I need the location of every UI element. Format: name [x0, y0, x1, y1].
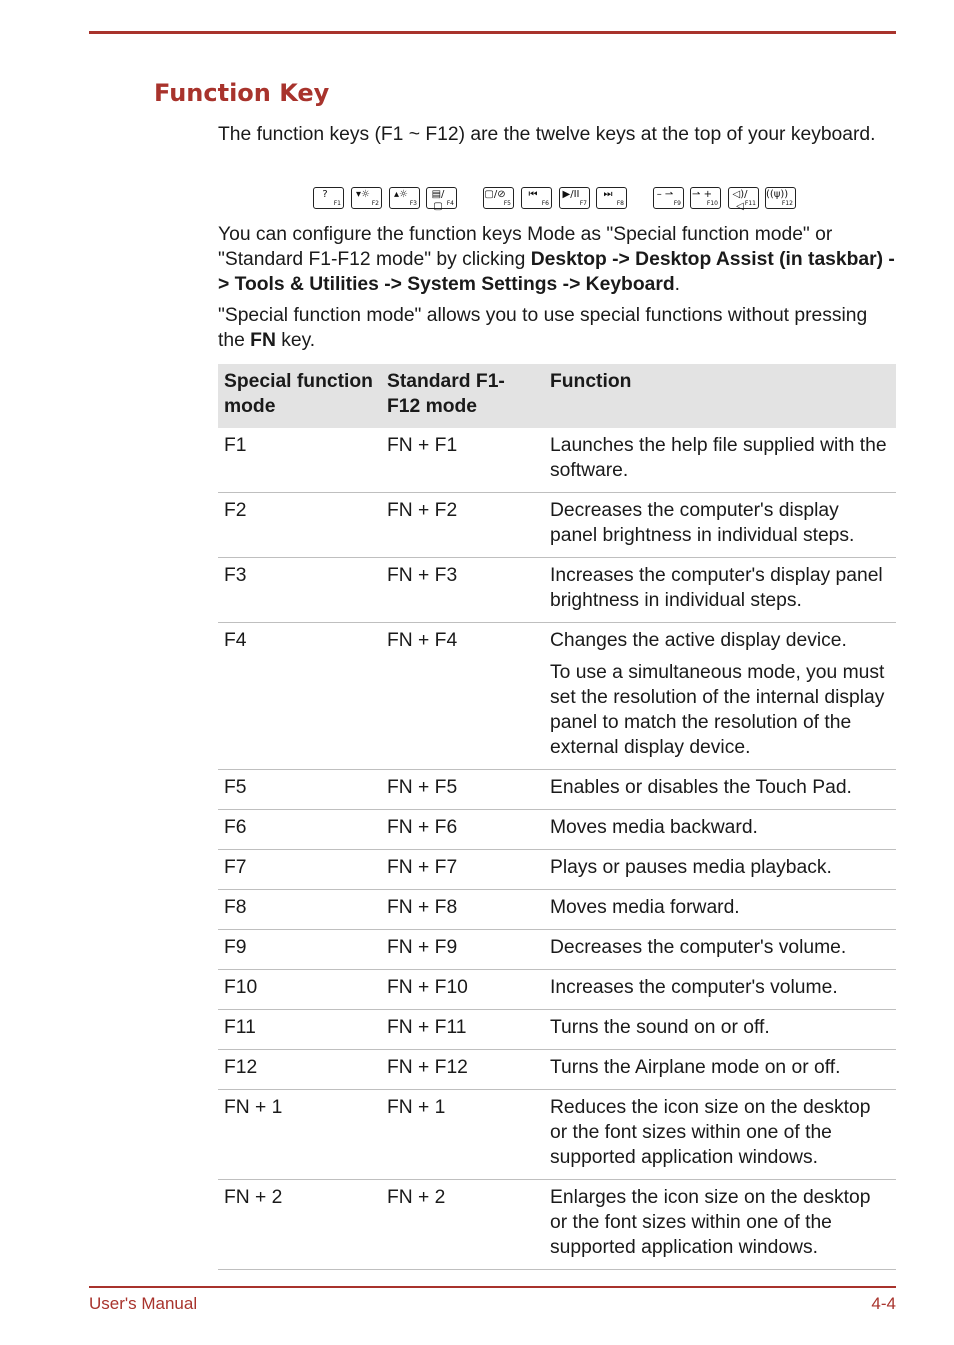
function-cell	[544, 1010, 896, 1050]
mute-icon: ◁)/◁	[732, 189, 748, 212]
standard-mode-cell: FN + F8	[381, 890, 544, 930]
standard-mode-cell: FN + F6	[381, 810, 544, 850]
function-description: To use a simultaneous mode, you must set the resolution of the internal display panel to match the resolution of the external display device.	[550, 662, 885, 758]
play-pause-icon: ▶/II	[562, 189, 580, 200]
function-description: Decreases the computer's display panel brightness in individual steps.	[550, 500, 855, 546]
function-cell	[544, 558, 896, 623]
touchpad-icon: ▢/⊘	[484, 189, 506, 200]
special-mode-cell: F3	[218, 558, 381, 623]
function-description: Launches the help file supplied with the software.	[550, 435, 887, 481]
special-mode-cell: F7	[218, 850, 381, 890]
special-mode-cell: F4	[218, 623, 381, 770]
standard-mode-cell: FN + F9	[381, 930, 544, 970]
function-description: Turns the Airplane mode on or off.	[550, 1057, 841, 1078]
function-description: Plays or pauses media playback.	[550, 857, 832, 878]
special-mode-cell: F6	[218, 810, 381, 850]
standard-mode-cell: FN + F5	[381, 770, 544, 810]
standard-mode-cell: FN + F1	[381, 428, 544, 493]
header-standard: Standard F1-F12 mode	[381, 364, 544, 428]
special-mode-cell: F5	[218, 770, 381, 810]
standard-mode-cell: FN + 1	[381, 1090, 544, 1180]
table-row	[218, 493, 896, 558]
special-mode-cell: F1	[218, 428, 381, 493]
help-icon: ?	[322, 189, 328, 200]
volume-up-icon: ⇀ +	[692, 189, 712, 200]
key-f2	[351, 187, 382, 209]
special-mode-cell: F11	[218, 1010, 381, 1050]
special-mode-cell: F10	[218, 970, 381, 1010]
table-row	[218, 558, 896, 623]
key-f4	[426, 187, 457, 212]
function-cell	[544, 890, 896, 930]
function-cell	[544, 1050, 896, 1090]
key-f10	[690, 187, 721, 209]
key-f3	[389, 187, 420, 209]
function-cell	[544, 770, 896, 810]
key-f5	[483, 187, 514, 209]
special-mode-paragraph	[218, 303, 898, 353]
previous-track-icon: ⏮	[528, 189, 538, 200]
table-row	[218, 770, 896, 810]
special-mode-cell: F8	[218, 890, 381, 930]
special-mode-cell: FN + 2	[218, 1180, 381, 1270]
key-label: F5	[503, 200, 511, 207]
function-description: Decreases the computer's volume.	[550, 937, 847, 958]
table-row	[218, 428, 896, 493]
table-row	[218, 810, 896, 850]
function-cell	[544, 1180, 896, 1270]
key-f9	[653, 187, 684, 209]
key-f8	[596, 187, 627, 209]
function-cell	[544, 493, 896, 558]
table-row	[218, 970, 896, 1010]
airplane-mode-icon: ((ψ))	[766, 189, 789, 200]
function-cell	[544, 810, 896, 850]
table-row	[218, 1090, 896, 1180]
key-f7	[559, 187, 590, 209]
function-description: Enables or disables the Touch Pad.	[550, 777, 852, 798]
brightness-up-icon: ▴☼	[394, 189, 408, 200]
table-row	[218, 1180, 896, 1270]
special-mode-cell: F9	[218, 930, 381, 970]
standard-mode-cell: FN + F10	[381, 970, 544, 1010]
key-label: F8	[616, 200, 624, 207]
key-label: F9	[673, 200, 681, 207]
function-cell	[544, 623, 896, 770]
intro-paragraph: The function keys (F1 ~ F12) are the twelve keys at the top of your keyboard.	[218, 124, 876, 145]
table-row	[218, 850, 896, 890]
top-rule	[89, 31, 896, 34]
brightness-down-icon: ▾☼	[356, 189, 370, 200]
table-row	[218, 1010, 896, 1050]
table-header-row	[218, 364, 896, 428]
section-title: Function Key	[154, 79, 330, 107]
volume-down-icon: – ⇀	[656, 189, 674, 200]
standard-mode-cell: FN + 2	[381, 1180, 544, 1270]
display-switch-icon: ▤/▢	[431, 189, 445, 212]
key-label: F12	[781, 200, 793, 207]
special-mode-cell: F12	[218, 1050, 381, 1090]
function-cell	[544, 970, 896, 1010]
key-f1	[313, 187, 344, 209]
footer-rule	[89, 1286, 896, 1288]
function-description: Increases the computer's display panel brightness in individual steps.	[550, 565, 883, 611]
standard-mode-cell: FN + F12	[381, 1050, 544, 1090]
key-label: F10	[706, 200, 718, 207]
key-label: F7	[579, 200, 587, 207]
special-end: key.	[275, 330, 316, 351]
table-row	[218, 623, 896, 770]
key-label: F4	[446, 200, 454, 207]
function-keys-row	[313, 187, 813, 212]
fn-key-name: FN	[250, 330, 276, 351]
page-number: 4-4	[871, 1294, 896, 1313]
key-label: F2	[371, 200, 379, 207]
table-row	[218, 890, 896, 930]
function-description: Increases the computer's volume.	[550, 977, 838, 998]
function-cell	[544, 1090, 896, 1180]
function-cell	[544, 428, 896, 493]
function-cell	[544, 850, 896, 890]
header-function: Function	[544, 364, 896, 428]
key-f12	[765, 187, 796, 209]
standard-mode-cell: FN + F4	[381, 623, 544, 770]
key-label: F3	[409, 200, 417, 207]
standard-mode-cell: FN + F11	[381, 1010, 544, 1050]
header-special: Special function mode	[218, 364, 381, 428]
function-key-table	[218, 364, 896, 1270]
function-cell	[544, 930, 896, 970]
function-description: Moves media forward.	[550, 897, 740, 918]
config-paragraph	[218, 222, 898, 297]
key-label: F1	[333, 200, 341, 207]
config-text: You can configure the function keys Mode as "Special function mode" or "Standard F1-F12 mode" by clicking	[218, 224, 833, 270]
function-description: Enlarges the icon size on the desktop or the font sizes within one of the supported application windows.	[550, 1187, 871, 1258]
key-f6	[521, 187, 552, 209]
special-text: "Special function mode" allows you to use special functions without pressing the	[218, 305, 868, 351]
standard-mode-cell: FN + F3	[381, 558, 544, 623]
footer-manual-title: User's Manual	[89, 1294, 198, 1313]
next-track-icon: ⏭	[603, 189, 613, 200]
special-mode-cell: FN + 1	[218, 1090, 381, 1180]
function-description: Changes the active display device.	[550, 630, 847, 651]
config-path: Desktop -> Desktop Assist (in taskbar) -> Tools & Utilities -> System Settings -> Keyboard	[218, 249, 895, 295]
table-row	[218, 930, 896, 970]
special-mode-cell: F2	[218, 493, 381, 558]
config-end: .	[674, 274, 680, 295]
key-label: F6	[541, 200, 549, 207]
key-label: F11	[744, 200, 756, 207]
table-row	[218, 1050, 896, 1090]
function-description: Turns the sound on or off.	[550, 1017, 770, 1038]
table-body	[218, 428, 896, 1270]
function-description: Reduces the icon size on the desktop or the font sizes within one of the supported application windows.	[550, 1097, 871, 1168]
function-description: Moves media backward.	[550, 817, 758, 838]
standard-mode-cell: FN + F7	[381, 850, 544, 890]
key-f11	[728, 187, 759, 212]
standard-mode-cell: FN + F2	[381, 493, 544, 558]
